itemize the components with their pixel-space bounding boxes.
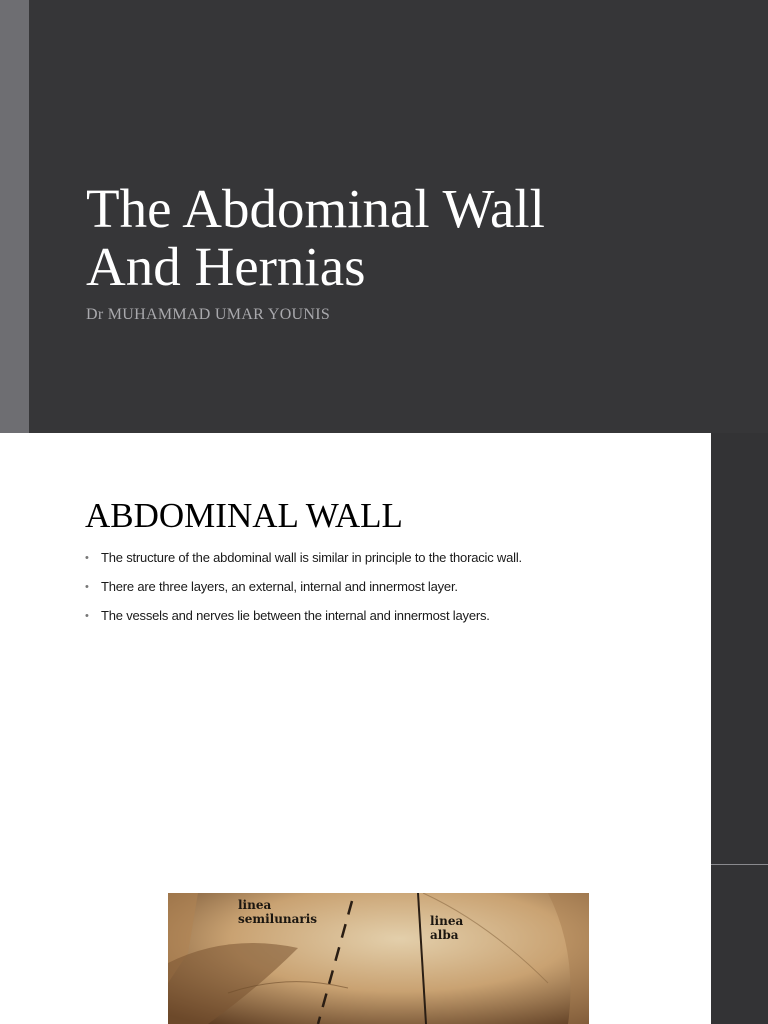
slide-title-line-1: The Abdominal Wall	[86, 178, 545, 239]
bullet-text: There are three layers, an external, internal and innermost layer.	[101, 579, 458, 594]
bullet-text: The structure of the abdominal wall is similar in principle to the thoracic wall.	[101, 550, 522, 565]
bullet-item	[85, 579, 685, 595]
label-line: linea	[430, 914, 464, 928]
slide-heading: ABDOMINAL WALL	[85, 496, 403, 535]
bullet-list	[85, 550, 685, 637]
label-line: semilunaris	[238, 912, 318, 926]
bullet-icon: •	[85, 610, 89, 622]
bullet-item	[85, 608, 685, 624]
slide-divider-line	[711, 864, 768, 865]
label-line: alba	[430, 928, 459, 942]
accent-bar	[0, 0, 29, 433]
anatomy-figure	[168, 893, 589, 1024]
label-linea-alba	[430, 914, 463, 942]
cadaver-abdomen-photo	[168, 893, 589, 1024]
content-slide	[0, 433, 711, 1024]
slide-title	[86, 180, 706, 296]
label-line: linea	[238, 898, 272, 912]
slide-title-line-2: And Hernias	[86, 236, 366, 297]
bullet-icon: •	[85, 552, 89, 564]
label-linea-semilunaris	[238, 898, 317, 926]
bullet-text: The vessels and nerves lie between the internal and innermost layers.	[101, 608, 490, 623]
bullet-item	[85, 550, 685, 566]
author-subtitle: Dr MUHAMMAD UMAR YOUNIS	[86, 306, 331, 323]
bullet-icon: •	[85, 581, 89, 593]
title-slide	[0, 0, 768, 433]
